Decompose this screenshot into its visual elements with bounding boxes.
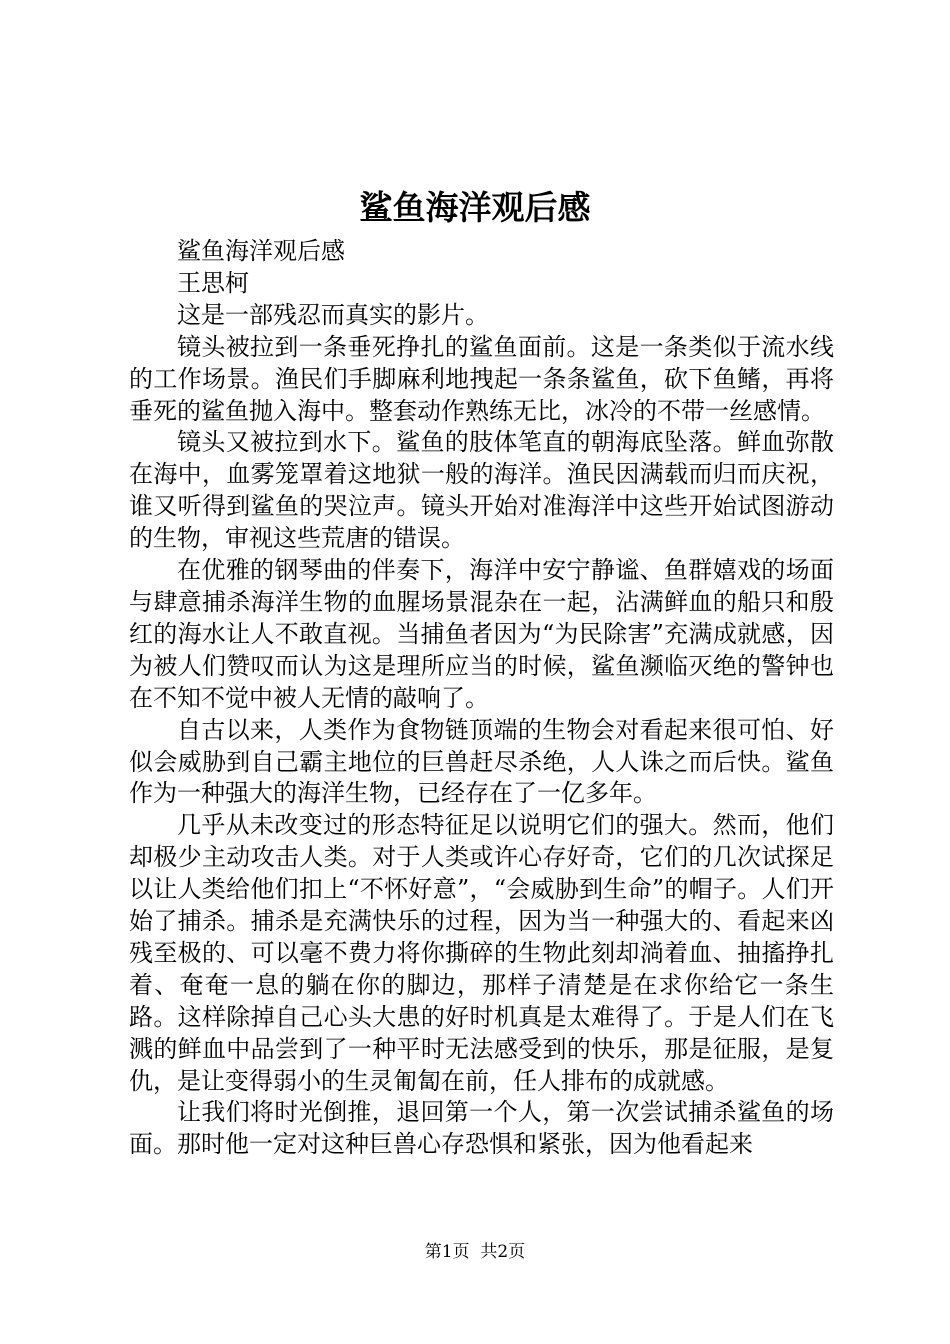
paragraph: 在优雅的钢琴曲的伴奏下，海洋中安宁静谧、鱼群嬉戏的场面与肆意捕杀海洋生物的血腥场景混杂在一起，沾满鲜血的船只和殷红的海水让人不敢直视。当捕鱼者因为“为民除害”充满成就感，因为被人们赞叹而认为这是理所应当的时候，鲨鱼濒临灭绝的警钟也在不知不觉中被人无情的敲响了。 <box>129 556 834 712</box>
paragraph-author: 王思柯 <box>177 268 249 297</box>
paragraph: 自古以来，人类作为食物链顶端的生物会对看起来很可怕、好似会威胁到自己霸主地位的巨兽赶尽杀绝，人人诛之而后快。鲨鱼作为一种强大的海洋生物，已经存在了一亿多年。 <box>129 715 834 808</box>
paragraph-subtitle: 鲨鱼海洋观后感 <box>177 237 345 265</box>
page-number: 第1页 <box>424 1242 470 1262</box>
page-footer <box>0 1240 950 1264</box>
paragraph: 这是一部残忍而真实的影片。 <box>177 300 489 329</box>
paragraph: 镜头被拉到一条垂死挣扎的鲨鱼面前。这是一条类似于流水线的工作场景。渔民们手脚麻利地拽起一条条鲨鱼，砍下鱼鳍，再将垂死的鲨鱼抛入海中。整套动作熟练无比，冰冷的不带一丝感情。 <box>129 332 834 425</box>
page-total: 共2页 <box>480 1242 526 1262</box>
footer-spacer <box>470 1242 481 1262</box>
paragraph: 镜头又被拉到水下。鲨鱼的肢体笔直的朝海底坠落。鲜血弥散在海中，血雾笼罩着这地狱一般的海洋。渔民因满载而归而庆祝，谁又听得到鲨鱼的哭泣声。镜头开始对准海洋中这些开始试图游动的生物，审视这些荒唐的错误。 <box>129 428 834 553</box>
paragraph: 让我们将时光倒推，退回第一个人，第一次尝试捕杀鲨鱼的场面。那时他一定对这种巨兽心存恐惧和紧张，因为他看起来 <box>129 1098 834 1159</box>
document-body <box>129 236 834 1161</box>
paragraph: 几乎从未改变过的形态特征足以说明它们的强大。然而，他们却极少主动攻击人类。对于人类或许心存好奇，它们的几次试探足以让人类给他们扣上“不怀好意”，“会威胁到生命”的帽子。人们开始了捕杀。捕杀是充满快乐的过程，因为当一种强大的、看起来凶残至极的、可以毫不费力将你撕碎的生物此刻却淌着血、抽搐挣扎着、奄奄一息的躺在你的脚边，那样子清楚是在求你给它一条生路。这样除掉自己心头大患的好时机真是太难得了。于是人们在飞溅的鲜血中品尝到了一种平时无法感受到的快乐，那是征服，是复仇，是让变得弱小的生灵匍匐在前，任人排布的成就感。 <box>129 811 834 1095</box>
document-title: 鲨鱼海洋观后感 <box>359 188 591 227</box>
